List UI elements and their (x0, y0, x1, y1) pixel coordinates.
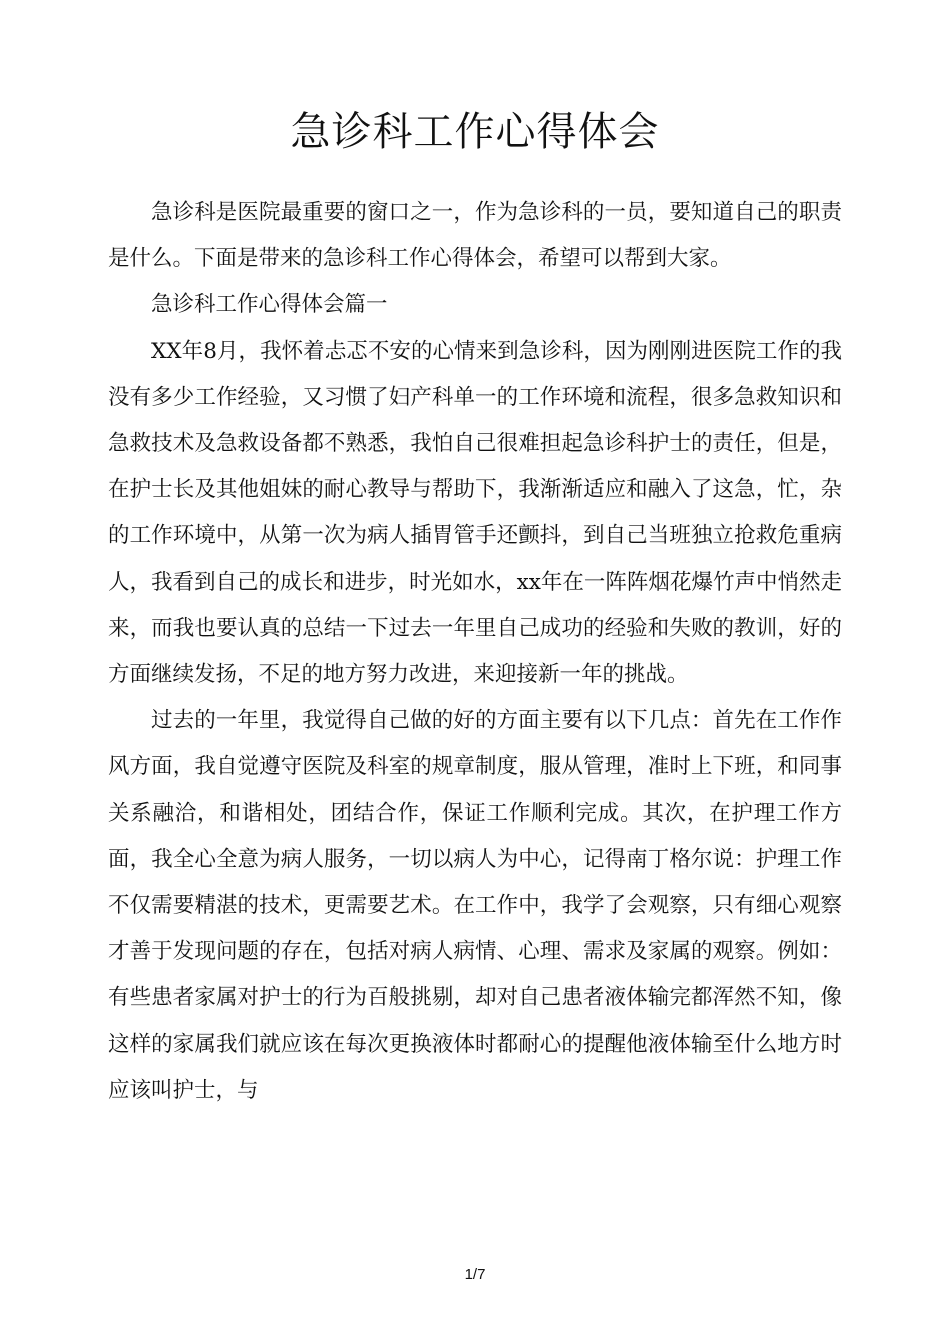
document-body (108, 190, 842, 1114)
section-heading: 急诊科工作心得体会篇一 (151, 292, 388, 318)
document-title: 急诊科工作心得体会 (290, 109, 660, 155)
intro-paragraph: 急诊科是医院最重要的窗口之一，作为急诊科的一员，要知道自己的职责是什么。下面是带来的急诊科工作心得体会，希望可以帮到大家。 (108, 200, 842, 272)
body-paragraph-2: 过去的一年里，我觉得自己做的好的方面主要有以下几点：首先在工作作风方面，我自觉遵守医院及科室的规章制度，服从管理，准时上下班，和同事关系融洽，和谐相处，团结合作，保证工作顺利完成。其次，在护理工作方面，我全心全意为病人服务，一切以病人为中心，记得南丁格尔说：护理工作不仅需要精湛的技术，更需要艺术。在工作中，我学了会观察，只有细心观察才善于发现问题的存在，包括对病人病情、心理、需求及家属的观察。例如：有些患者家属对护士的行为百般挑剔，却对自己患者液体输完都浑然不知，像这样的家属我们就应该在每次更换液体时都耐心的提醒他液体输至什么地方时应该叫护士，与 (108, 708, 842, 1103)
page-number: 1/7 (464, 1266, 486, 1283)
body-paragraph-1: XX年8月，我怀着忐忑不安的心情来到急诊科，因为刚刚进医院工作的我没有多少工作经验，又习惯了妇产科单一的工作环境和流程，很多急救知识和急救技术及急救设备都不熟悉，我怕自己很难担起急诊科护士的责任，但是，在护士长及其他姐妹的耐心教导与帮助下，我渐渐适应和融入了这急，忙，杂的工作环境中，从第一次为病人插胃管手还颤抖，到自己当班独立抢救危重病人，我看到自己的成长和进步，时光如水，xx年在一阵阵烟花爆竹声中悄然走来，而我也要认真的总结一下过去一年里自己成功的经验和失败的教训，好的方面继续发扬，不足的地方努力改进，来迎接新一年的挑战。 (108, 338, 842, 688)
